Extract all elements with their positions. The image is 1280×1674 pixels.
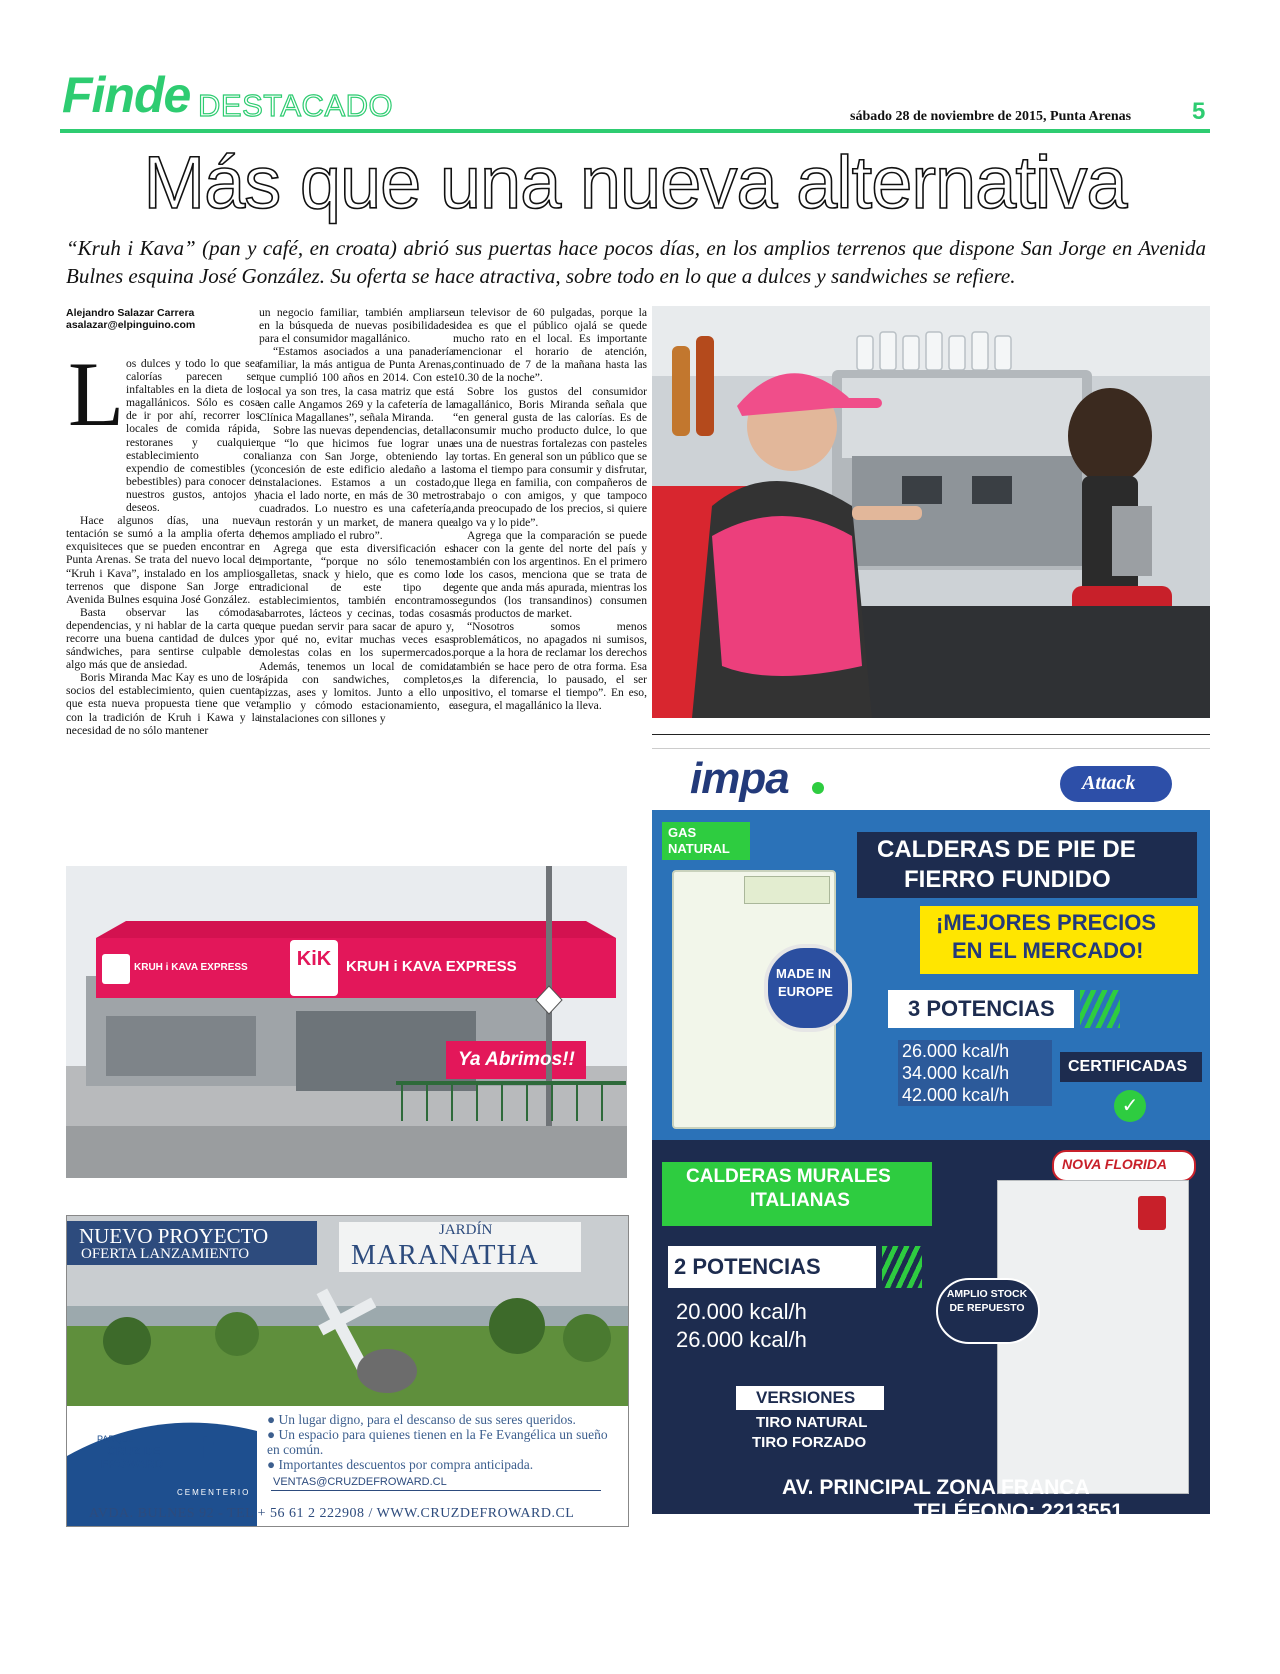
store-logo: KiK (296, 948, 332, 970)
article-column-1 (66, 357, 260, 737)
storefront-photo (66, 866, 627, 1178)
versiones-label: VERSIONES (756, 1388, 856, 1407)
certified-label: CERTIFICADAS (1068, 1058, 1188, 1075)
europe-label: EUROPE (778, 984, 833, 999)
kcal-3-list (898, 1040, 1052, 1106)
page-number: 5 (1192, 98, 1206, 125)
paragraph: Boris Miranda Mac Kay es uno de los socios del establecimiento, quien cuenta que esta nueva propuesta tiene que ver con la tradición de Kruh i Kawa y la necesidad de no sólo mantener (66, 671, 260, 737)
promo-line-2: EN EL MERCADO! (952, 938, 1144, 963)
park-label: PARQUE (97, 1434, 135, 1444)
storefront-illustration (66, 866, 627, 1178)
page-title: Más que una nueva alternativa (143, 141, 1127, 224)
benefit-item: ● Un lugar digno, para el descanso de sus seres queridos. (267, 1412, 576, 1427)
park-name-2: FROWARD (101, 1457, 163, 1471)
contact-footer: AVDA. BULNES 92 - TEL + 56 61 2 222908 / WWW.CRUZDEFROWARD.CL (89, 1506, 575, 1521)
section-brand: Finde (62, 67, 191, 123)
benefits-list (267, 1412, 622, 1472)
park-subtitle: CEMENTERIO (177, 1488, 251, 1497)
article-column-2 (259, 306, 454, 725)
tiro-natural: TIRO NATURAL (756, 1414, 868, 1431)
store-sign-left: KRUH i KAVA EXPRESS (134, 962, 248, 973)
sales-email[interactable]: VENTAS@CRUZDEFROWARD.CL (273, 1476, 447, 1488)
kcal-value: 42.000 kcal/h (902, 1085, 1010, 1105)
potencias-2-label: 2 POTENCIAS (674, 1254, 821, 1279)
boiler-control-panel (744, 876, 830, 904)
ad-phone[interactable]: TELÉFONO: 2213551 (914, 1500, 1123, 1523)
headline-line-2: FIERRO FUNDIDO (904, 866, 1111, 893)
park-name-1: CRUZ DE (107, 1444, 161, 1458)
paragraph: Agrega que la comparación se puede hacer con la gente del norte del país y también con los argentinos. En el primero de los casos, menciona que se trata de gente que anda más apurada, mientras los segundos (los transandinos) consumen más productos de market. (453, 528, 647, 621)
cemetery-ad (66, 1215, 629, 1527)
drop-cap: L (68, 343, 125, 445)
tiro-forzado: TIRO FORZADO (752, 1434, 867, 1451)
article-deck: “Kruh i Kava” (pan y café, en croata) abrió sus puertas hace pocos días, en los amplios terrenos que dispone San Jorge en Avenida Bulnes esquina José González. Su oferta se hace atractiva, sobre todo en lo que a dulces y sandwiches se refiere. (66, 236, 1206, 288)
column-rule (652, 734, 1210, 735)
garden-name: MARANATHA (351, 1240, 539, 1271)
murales-line-2: ITALIANAS (750, 1190, 850, 1211)
headline-line-1: CALDERAS DE PIE DE (877, 836, 1136, 863)
paragraph: Sobre las nuevas dependencias, detalla que “lo que hicimos fue lograr una alianza con San Jorge, obteniendo la concesión de este edificio aledaño a las instalaciones. Estamos a un costado, hacia el lado norte, en más de 30 metros cuadrados. Lo nuestro es una cafetería, un restorán y un market, de manera que hemos ampliado el rubro”. (259, 423, 454, 542)
project-title: NUEVO PROYECTO (79, 1224, 269, 1248)
paragraph: “Estamos asociados a una panadería familiar, la más antigua de Punta Arenas, que cumplió 100 años en 2014. Con este local ya son tres, la casa matriz que está en calle Angamos 269 y la cafetería de la Clínica Magallanes”, señala Miranda. (259, 345, 454, 424)
gas-label-1: GAS (668, 825, 697, 840)
kcal-2-list (676, 1298, 807, 1354)
kcal-value: 20.000 kcal/h (676, 1299, 807, 1324)
byline (66, 307, 195, 331)
barista-photo (652, 306, 1210, 718)
barista-photo-illustration (652, 306, 1210, 718)
paragraph: os dulces y todo lo que sea calorías parecen ser infaltables en la dieta de los magallánicos. Sólo es cosa de ir por ahí, recorrer los locales de comida rápida, restoranes y cualquier establecimiento con expendio de comestibles (y bebestibles) para conocer de nuestros gustos, antojos y deseos. (126, 357, 260, 515)
store-sign: KRUH i KAVA EXPRESS (346, 958, 517, 975)
ad-address: AV. PRINCIPAL ZONA FRANCA (782, 1476, 1090, 1499)
paragraph: un negocio familiar, también ampliarse en la búsqueda de nuevas posibilidades para el consumidor magallánico. (259, 306, 454, 346)
garden-label: JARDÍN (439, 1222, 493, 1238)
green-stripes-icon (1080, 990, 1120, 1028)
impa-ad (652, 748, 1210, 1528)
paragraph: Agrega que esta diversificación es importante, “porque no sólo tenemos galletas, snack y hielo, que es como lo tradicional de este tipo de establecimientos, también encontramos abarrotes, lácteos y cecinas, todas cosas que puedan servir para sacar de apuro y, por qué no, evitar muchas veces esas molestas colas en los supermercados. Además, tenemos un local de comida rápida con sandwiches, completos, pizzas, ases y lomitos. Junto a ello un amplio y cómodo estacionamiento, e instalaciones con sillones y (259, 541, 454, 725)
stock-line-1: AMPLIO STOCK (946, 1288, 1028, 1300)
impa-logo: impa (690, 754, 789, 803)
benefit-item: ● Un espacio para quienes tienen en la Fe Evangélica un sueño en común. (267, 1427, 608, 1457)
fondital-logo-icon (1138, 1196, 1166, 1230)
author-name: Alejandro Salazar Carrera (66, 307, 195, 319)
sales-email-box (271, 1490, 601, 1491)
nova-florida-logo: NOVA FLORIDA (1062, 1156, 1167, 1172)
paragraph: Basta observar las cómodas dependencias, y ni hablar de la carta que recorre una buena cantidad de dulces y sándwiches, para sentirse culpable de algo más que de ansiedad. (66, 605, 260, 672)
potencias-3-label: 3 POTENCIAS (908, 996, 1055, 1021)
article-column-3 (453, 306, 647, 712)
header-rule (60, 129, 1210, 133)
impa-dot-icon (812, 782, 824, 794)
paragraph: Hace algunos días, una nueva tentación se sumó a la amplia oferta de exquisiteces que se pueden encontrar en Punta Arenas. Se trata del nuevo local de “Kruh i Kava”, instalado en los amplios terrenos que dispone San Jorge en Avenida Bulnes esquina José González. (66, 514, 260, 606)
gas-label-2: NATURAL (668, 841, 730, 856)
section-label: DESTACADO (198, 88, 394, 123)
kcal-value: 34.000 kcal/h (902, 1063, 1010, 1083)
kcal-value: 26.000 kcal/h (902, 1041, 1010, 1061)
benefit-item: ● Importantes descuentos por compra anticipada. (267, 1457, 534, 1472)
promo-line-1: ¡MEJORES PRECIOS (936, 910, 1157, 935)
cross-icon: ✝ (193, 1432, 219, 1465)
paragraph: un televisor de 60 pulgadas, porque la idea es que el público ojalá se quede mucho rato en el local. Es importante mencionar el horario de atención, continuado de 7 de la mañana hasta las 10.30 de la noche”. (453, 306, 647, 385)
murales-line-1: CALDERAS MURALES (686, 1166, 891, 1187)
check-badge-icon: ✓ (1114, 1090, 1146, 1122)
stock-line-2: DE REPUESTO (949, 1302, 1025, 1314)
made-in-label: MADE IN (776, 966, 831, 981)
author-email[interactable]: asalazar@elpinguino.com (66, 319, 196, 331)
dateline: sábado 28 de noviembre de 2015, Punta Arenas (850, 109, 1132, 124)
kcal-value: 26.000 kcal/h (676, 1327, 807, 1352)
paragraph: “Nosotros somos menos problemáticos, no apagados ni sumisos, porque a la hora de reclamar los derechos también se hace pero de otra forma. Esa es la diferencia, lo pausado, el ser positivo, el tomarse el tiempo”. En eso, asegura, el magallánico la lleva. (453, 620, 647, 712)
opening-banner: Ya Abrimos!! (458, 1049, 575, 1070)
green-stripes-icon (882, 1246, 922, 1288)
project-subtitle: OFERTA LANZAMIENTO (81, 1246, 250, 1262)
attack-logo: Attack (1082, 772, 1136, 794)
paragraph: Sobre los gustos del consumidor magallánico, Boris Miranda señala que “en general gusta de las calorías. Es de consumir mucho producto dulce, lo que es una de nuestras fortalezas con pasteles y tortas. En general son un público que se toma el tiempo para consumir y disfrutar, que llega en familia, con compañeros de trabajo o con amigos, y que tampoco anda preocupado de los precios, si quiere algo va y lo pide”. (453, 384, 647, 529)
